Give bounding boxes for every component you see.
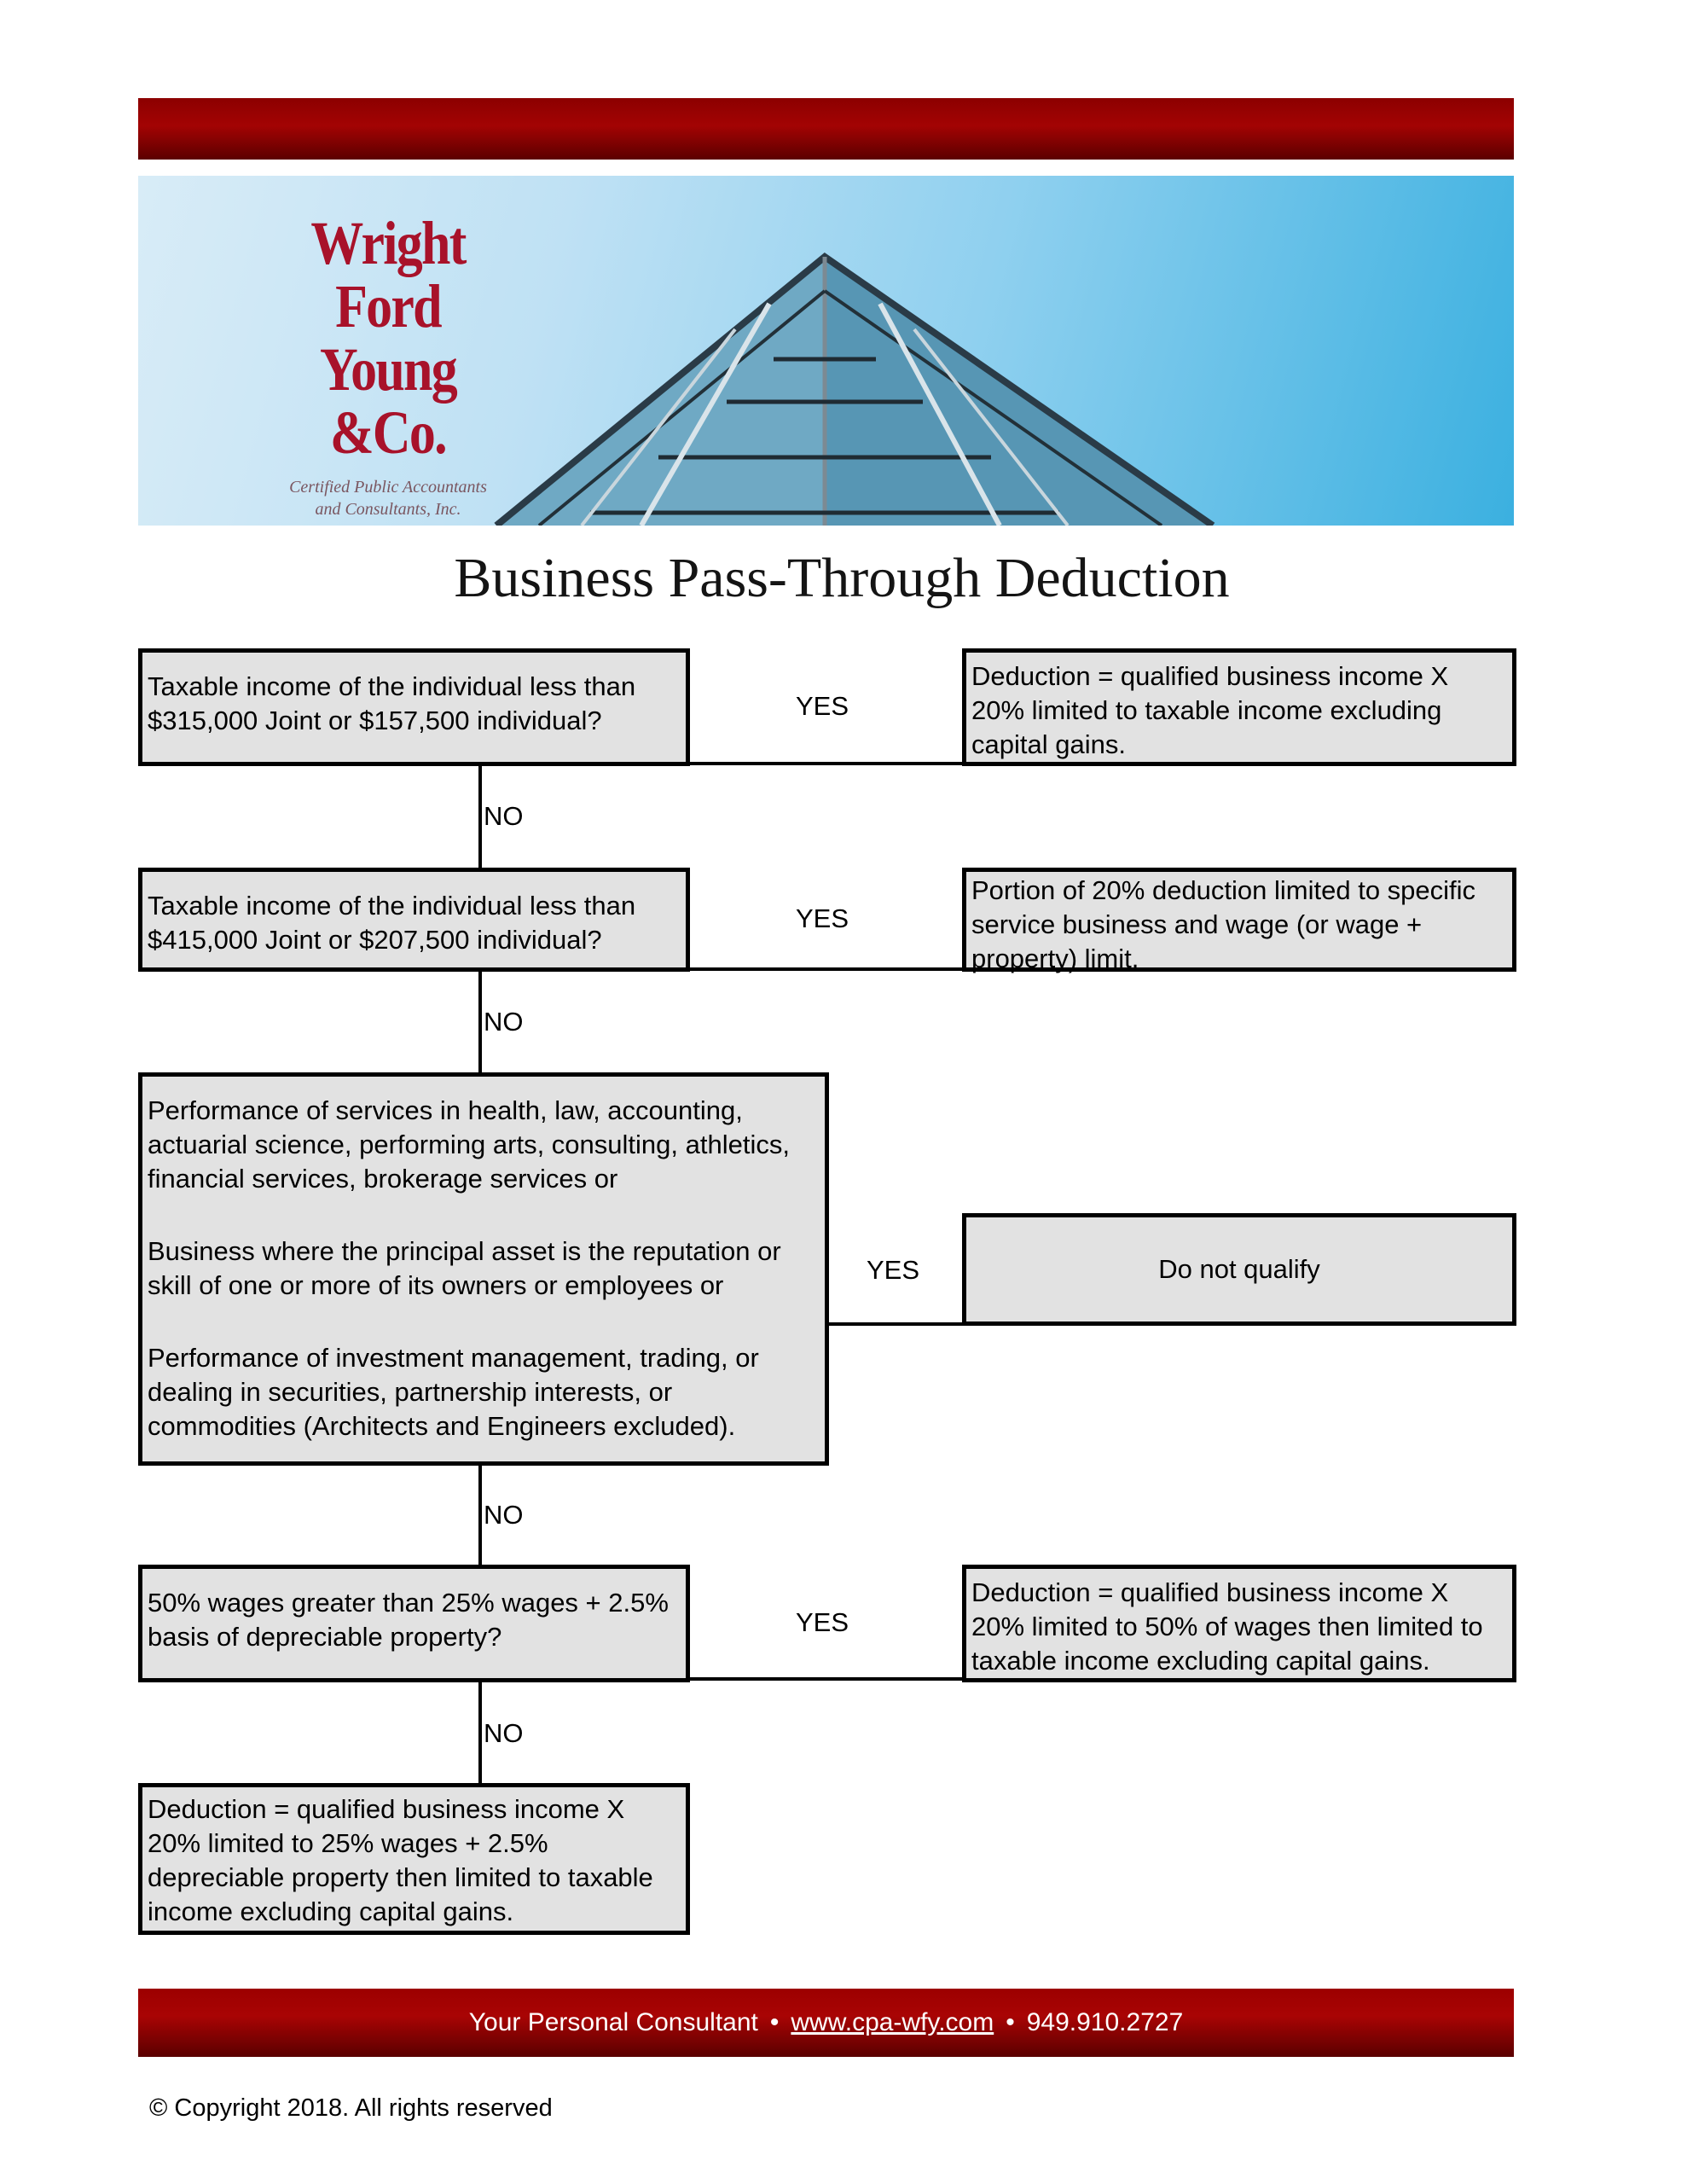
yes-label-3: YES [867, 1255, 920, 1285]
page-title: Business Pass-Through Deduction [454, 547, 1230, 609]
connector-q1-q2 [478, 766, 482, 870]
no-label-3: NO [484, 1500, 524, 1530]
logo-subtitle [247, 476, 529, 520]
connector-q3-q4 [478, 1466, 482, 1569]
header-banner-image [138, 176, 1514, 526]
answer-box-1 [962, 648, 1516, 766]
footer-bar [138, 1989, 1514, 2057]
top-header-bar [138, 98, 1514, 160]
question-2-text: Taxable income of the individual less than $415,000 Joint or $207,500 individual? [148, 891, 636, 955]
answer-2-text: Portion of 20% deduction limited to specific service business and wage (or wage + property) limit. [971, 875, 1476, 973]
connector-q2-a2 [687, 967, 964, 971]
logo-line-2: Ford [335, 272, 441, 340]
question-box-1 [138, 648, 690, 766]
connector-q2-q3 [478, 972, 482, 1076]
yes-label-1: YES [796, 691, 849, 721]
final-deduction-box [138, 1783, 690, 1935]
answer-box-4 [962, 1565, 1516, 1682]
copyright-notice: © Copyright 2018. All rights reserved [149, 2094, 553, 2122]
yes-label-4: YES [796, 1607, 849, 1637]
question-box-3 [138, 1072, 829, 1466]
answer-box-2 [962, 868, 1516, 972]
final-deduction-text: Deduction = qualified business income X 20% limited to 25% wages + 2.5% depreciable property then limited to taxable income excluding capital gains. [148, 1794, 653, 1926]
no-label-4: NO [484, 1718, 524, 1748]
company-logo [247, 209, 529, 520]
website-link[interactable]: www.cpa-wfy.com [791, 2008, 994, 2036]
logo-line-3: Young &Co. [319, 335, 457, 467]
question-3-paragraph-1: Performance of services in health, law, accounting, actuarial science, performing arts, consulting, athletics, financial services, brokerage services or [148, 1095, 790, 1194]
logo-subtitle-line-1: Certified Public Accountants [289, 478, 487, 497]
connector-q1-a1 [687, 762, 964, 765]
connector-q4-a4 [687, 1677, 964, 1681]
logo-subtitle-line-2: and Consultants, Inc. [315, 500, 461, 519]
answer-3-text: Do not qualify [1158, 1254, 1320, 1284]
question-3-paragraph-2: Business where the principal asset is the reputation or skill of one or more of its owners or employees or [148, 1236, 781, 1300]
question-1-text: Taxable income of the individual less than $315,000 Joint or $157,500 individual? [148, 671, 636, 735]
footer-tagline: Your Personal Consultant [468, 2008, 758, 2036]
yes-label-2: YES [796, 903, 849, 933]
no-label-2: NO [484, 1007, 524, 1037]
question-4-text: 50% wages greater than 25% wages + 2.5% basis of depreciable property? [148, 1588, 669, 1652]
connector-q4-final [478, 1681, 482, 1785]
footer-separator: • [769, 2008, 780, 2036]
connector-q3-a3 [826, 1322, 964, 1326]
logo-line-1: Wright [310, 209, 466, 277]
answer-box-3 [962, 1213, 1516, 1326]
question-box-2 [138, 868, 690, 972]
phone-number: 949.910.2727 [1026, 2008, 1184, 2036]
no-label-1: NO [484, 801, 524, 831]
footer-separator: • [1006, 2008, 1015, 2036]
question-3-paragraph-3: Performance of investment management, trading, or dealing in securities, partnership interests, or commodities (Architects and Engineers excluded). [148, 1343, 759, 1441]
question-box-4 [138, 1565, 690, 1682]
answer-1-text: Deduction = qualified business income X 20% limited to taxable income excluding capital gains. [971, 661, 1449, 759]
answer-4-text: Deduction = qualified business income X 20% limited to 50% of wages then limited to taxable income excluding capital gains. [971, 1577, 1483, 1676]
